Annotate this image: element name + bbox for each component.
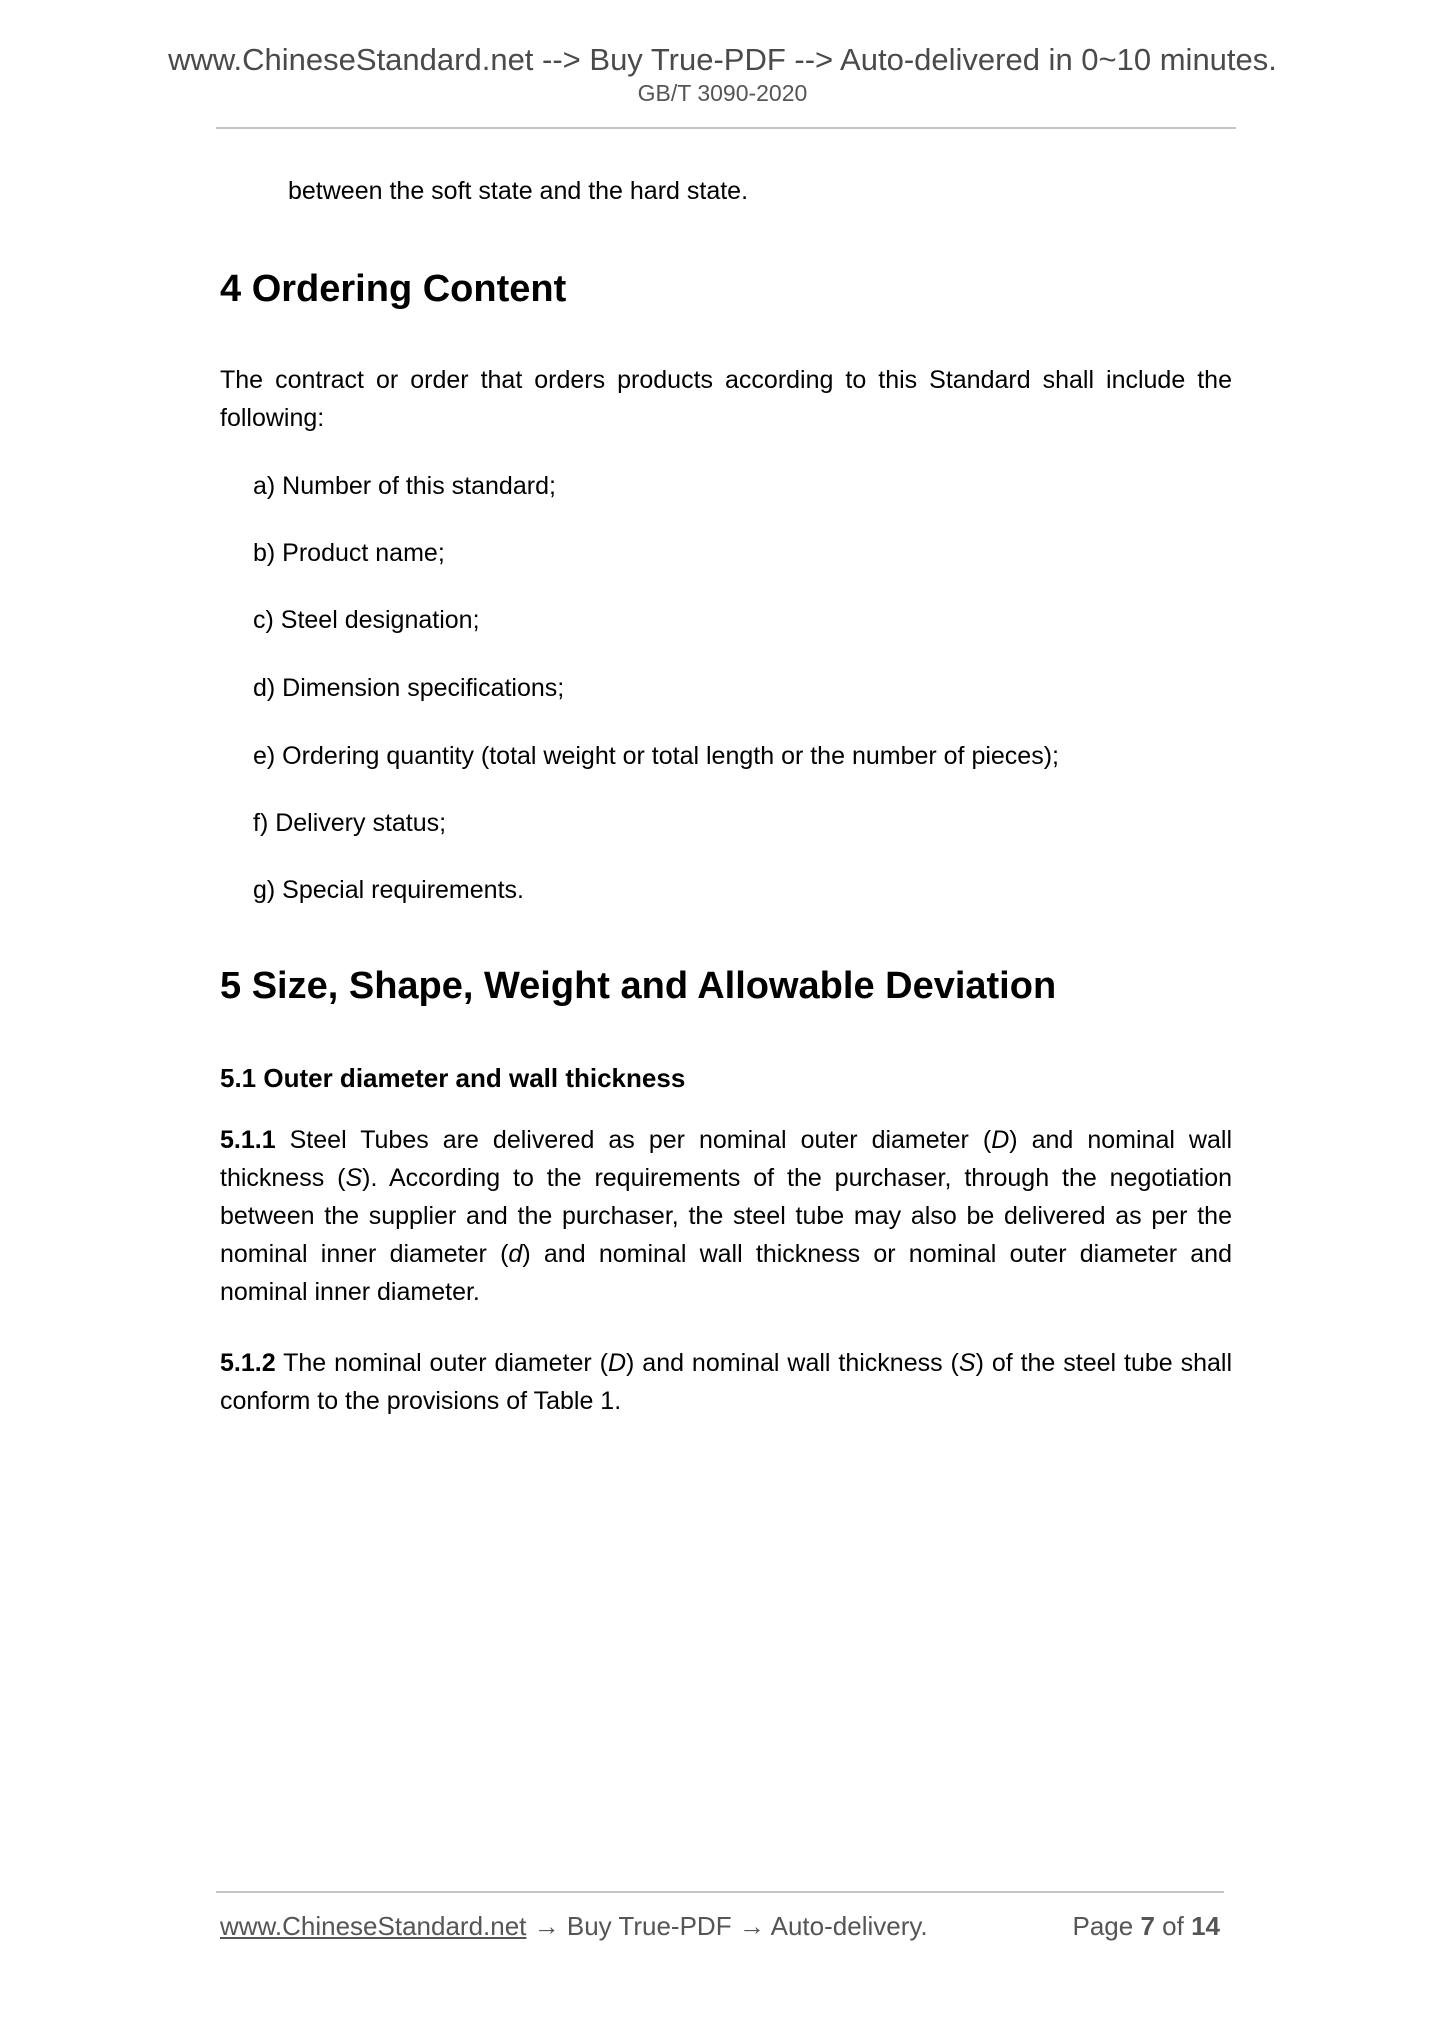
footer-delivery-text: Auto-delivery. bbox=[770, 1911, 928, 1941]
footer-divider bbox=[216, 1891, 1224, 1893]
clause-text: ) and nominal wall thickness ( bbox=[220, 1126, 1232, 1192]
footer-site-link[interactable]: www.ChineseStandard.net bbox=[220, 1911, 527, 1941]
section-4-intro: The contract or order that orders products according to this Standard shall include the following: bbox=[220, 366, 1232, 432]
footer-buy-text: Buy True-PDF bbox=[566, 1911, 732, 1941]
clause-number: 5.1.1 bbox=[220, 1126, 276, 1154]
symbol-outer-diameter: D bbox=[991, 1126, 1010, 1154]
list-item: c) Steel designation; bbox=[253, 606, 480, 634]
page-footer bbox=[220, 1911, 1224, 1942]
clause-text: Steel Tubes are delivered as per nominal outer diameter ( bbox=[275, 1126, 992, 1154]
header-divider bbox=[216, 127, 1236, 129]
of-label: of bbox=[1162, 1911, 1184, 1941]
arrow-right-icon: → bbox=[738, 1911, 765, 1941]
section-4-heading: 4 Ordering Content bbox=[220, 268, 567, 310]
continuation-text: between the soft state and the hard state. bbox=[288, 177, 749, 205]
symbol-wall-thickness: S bbox=[345, 1164, 363, 1192]
total-pages: 14 bbox=[1191, 1911, 1220, 1941]
subsection-5-1-heading: 5.1 Outer diameter and wall thickness bbox=[220, 1063, 686, 1093]
page-number: 7 bbox=[1140, 1911, 1155, 1941]
symbol-inner-diameter: d bbox=[508, 1240, 523, 1268]
clause-number: 5.1.2 bbox=[220, 1349, 276, 1377]
document-code: GB/T 3090-2020 bbox=[637, 80, 808, 106]
clause-text: ) and nominal wall thickness or nominal outer diameter and nominal inner diameter. bbox=[220, 1240, 1232, 1306]
page-label: Page bbox=[1072, 1911, 1134, 1941]
clause-text: The nominal outer diameter ( bbox=[275, 1349, 608, 1377]
symbol-outer-diameter: D bbox=[607, 1349, 627, 1377]
arrow-right-icon: → bbox=[533, 1911, 560, 1941]
list-item: b) Product name; bbox=[253, 539, 445, 567]
page-indicator bbox=[1072, 1911, 1220, 1942]
clause-5-1-2 bbox=[220, 1344, 1232, 1420]
list-item: g) Special requirements. bbox=[253, 876, 524, 904]
clause-5-1-1 bbox=[220, 1121, 1232, 1311]
clause-text: ). According to the requirements of the purchaser, through the negotiation between the supplier and the purchaser, the steel tube may also be delivered as per the nominal inner diameter ( bbox=[220, 1164, 1233, 1268]
section-5-heading: 5 Size, Shape, Weight and Allowable Deviation bbox=[220, 965, 1057, 1007]
header-promo: www.ChineseStandard.net --> Buy True-PDF --> Auto-delivered in 0~10 minutes. bbox=[168, 42, 1277, 77]
list-item: e) Ordering quantity (total weight or total length or the number of pieces); bbox=[253, 742, 1059, 770]
clause-text: ) of the steel tube shall conform to the provisions of Table 1. bbox=[220, 1349, 1232, 1415]
list-item: a) Number of this standard; bbox=[253, 472, 556, 500]
list-item: d) Dimension specifications; bbox=[253, 674, 565, 702]
clause-text: ) and nominal wall thickness ( bbox=[626, 1349, 959, 1377]
symbol-wall-thickness: S bbox=[958, 1349, 976, 1377]
list-item: f) Delivery status; bbox=[253, 809, 447, 837]
